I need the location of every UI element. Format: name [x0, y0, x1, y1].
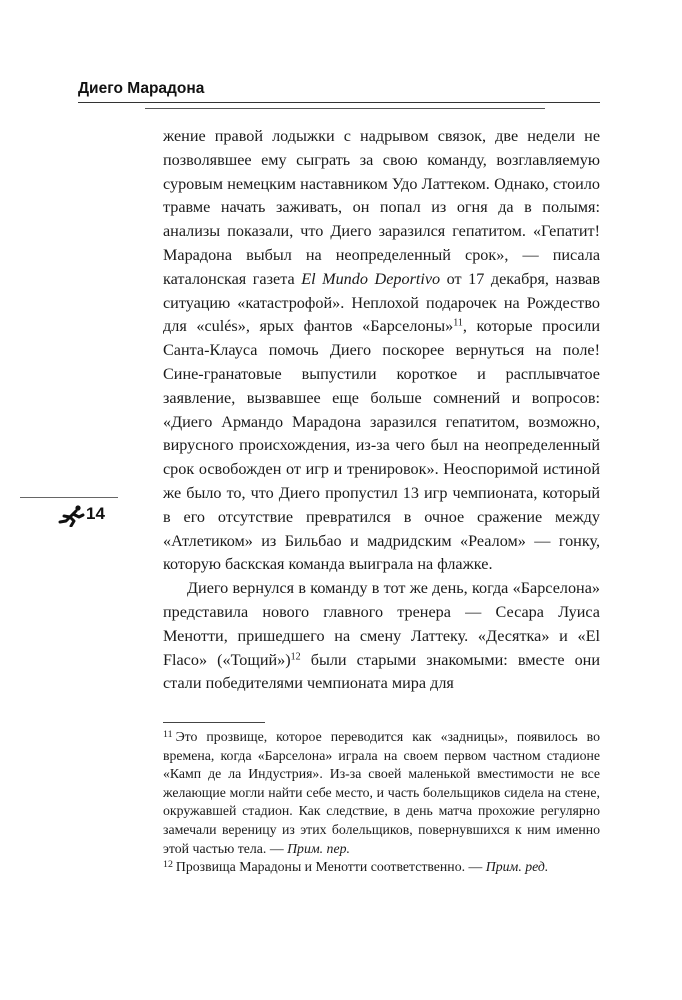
- footnote-11-note: Прим. пер.: [287, 840, 350, 856]
- footnote-rule: [163, 722, 265, 723]
- footnote-11-text: Это прозвище, которое переводится как «задницы», появилось во времена, когда «Барселона» играла на своем первом частном стадионе «Камп де ла Индустрия». Из-за своей маленькой вместимости не все желающие могли найти себе место, и часть болельщиков сидела на стене, окружавшей стадион. Как следствие, в день матча прохожие регулярно замечали вереницу из этих болельщиков, повернувшихся к ним именно этой частью тела. —: [163, 729, 600, 856]
- newspaper-title: El Mundo Deportivo: [301, 269, 441, 288]
- running-man-icon: [58, 505, 86, 527]
- folio-rule: [20, 497, 118, 498]
- paragraph-2-part-1: Диего вернулся в команду в тот же день, когда «Барселона» представила нового главного тренера — Сесара Луиса Менотти, пришедшего на смену Латтеку. «Десятка» и «El Flaco» («Тощий»): [163, 579, 600, 669]
- footnote-number-11: 11: [163, 728, 173, 740]
- header-subrule: [145, 108, 545, 109]
- footnote-number-12: 12: [163, 858, 173, 870]
- page-number: 14: [86, 504, 105, 523]
- paragraph-1-part-1: жение правой лодыжки с надрывом связок, две недели не позволявшее ему сыграть за свою команду, возглавляемую суровым немецким наставником Удо Латтеком. Однако, стоило травме начать заживать, он попал из огня да в полымя: анализы показали, что Диего заразился гепатитом. «Гепатит! Марадона выбыл на неопределенный срок», — писала каталонская газета: [163, 127, 600, 288]
- footnote-ref-11[interactable]: 11: [453, 317, 463, 329]
- paragraph-1: [163, 125, 600, 577]
- footnote-12-note: Прим. ред.: [485, 859, 549, 875]
- footnote-ref-12[interactable]: 12: [290, 651, 301, 663]
- paragraph-1-part-2: от 17 декабря, назвав ситуацию «катастрофой». Неплохой подарочек на Рождество для «culés», ярых фантов «Барселоны»: [163, 269, 600, 336]
- header-rule: [78, 102, 600, 103]
- footnote-12: [163, 858, 600, 877]
- footnote-11: [163, 728, 600, 858]
- paragraph-2-part-2: были старыми знакомыми: вместе они стали победителями чемпионата мира для: [163, 650, 600, 693]
- main-text: [163, 125, 600, 696]
- paragraph-2: [163, 577, 600, 696]
- running-title: Диего Марадона: [78, 80, 205, 97]
- footnote-12-text: Прозвища Марадоны и Менотти соответственно. —: [175, 859, 486, 875]
- footnotes: [163, 728, 600, 877]
- paragraph-1-part-3: , которые просили Санта-Клауса помочь Диего поскорее вернуться на поле! Сине-гранатовые выпустили короткое и расплывчатое заявление, вызвавшее еще больше сомнений и вопросов: «Диего Армандо Марадона заразился гепатитом, возможно, вирусного происхождения, из-за чего был на неопределенный срок освобожден от игр и тренировок». Неоспоримой истиной же было то, что Диего пропустил 13 игр чемпионата, который в его отсутствие превратился в очное сражение между «Атлетиком» из Бильбао и мадридским «Реалом» — гонку, которую баскская команда выиграла на флажке.: [163, 317, 600, 574]
